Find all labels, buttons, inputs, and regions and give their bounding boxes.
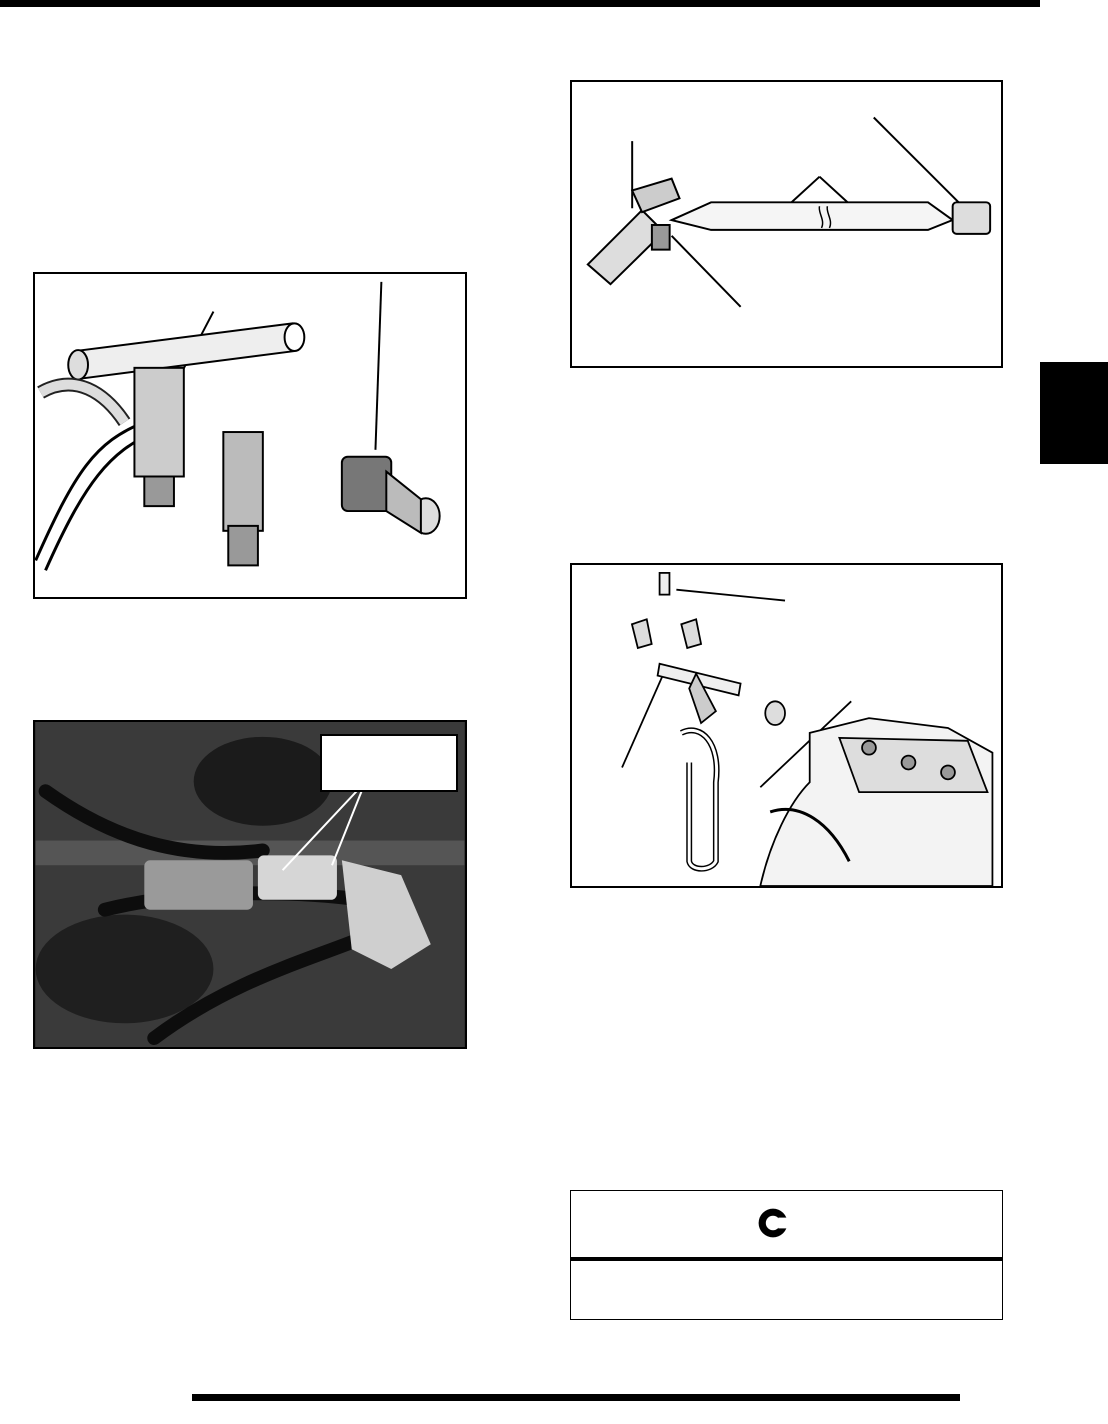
figure-fuel-rail <box>33 272 467 599</box>
injector-harness-drawing <box>572 82 1001 366</box>
exploded-view-drawing <box>572 565 1001 886</box>
fuel-rail-drawing <box>35 274 465 597</box>
bottom-rule <box>192 1394 960 1401</box>
photo-callout-box <box>320 734 458 792</box>
figure-engine-photo <box>33 720 467 1049</box>
section-tab <box>1040 362 1108 464</box>
figure-injector-harness <box>570 80 1003 368</box>
top-rule <box>0 0 1040 7</box>
torque-box-divider <box>570 1257 1003 1261</box>
torque-spec-box <box>570 1190 1003 1320</box>
wrench-icon <box>755 1205 791 1241</box>
figure-exploded-view <box>570 563 1003 888</box>
